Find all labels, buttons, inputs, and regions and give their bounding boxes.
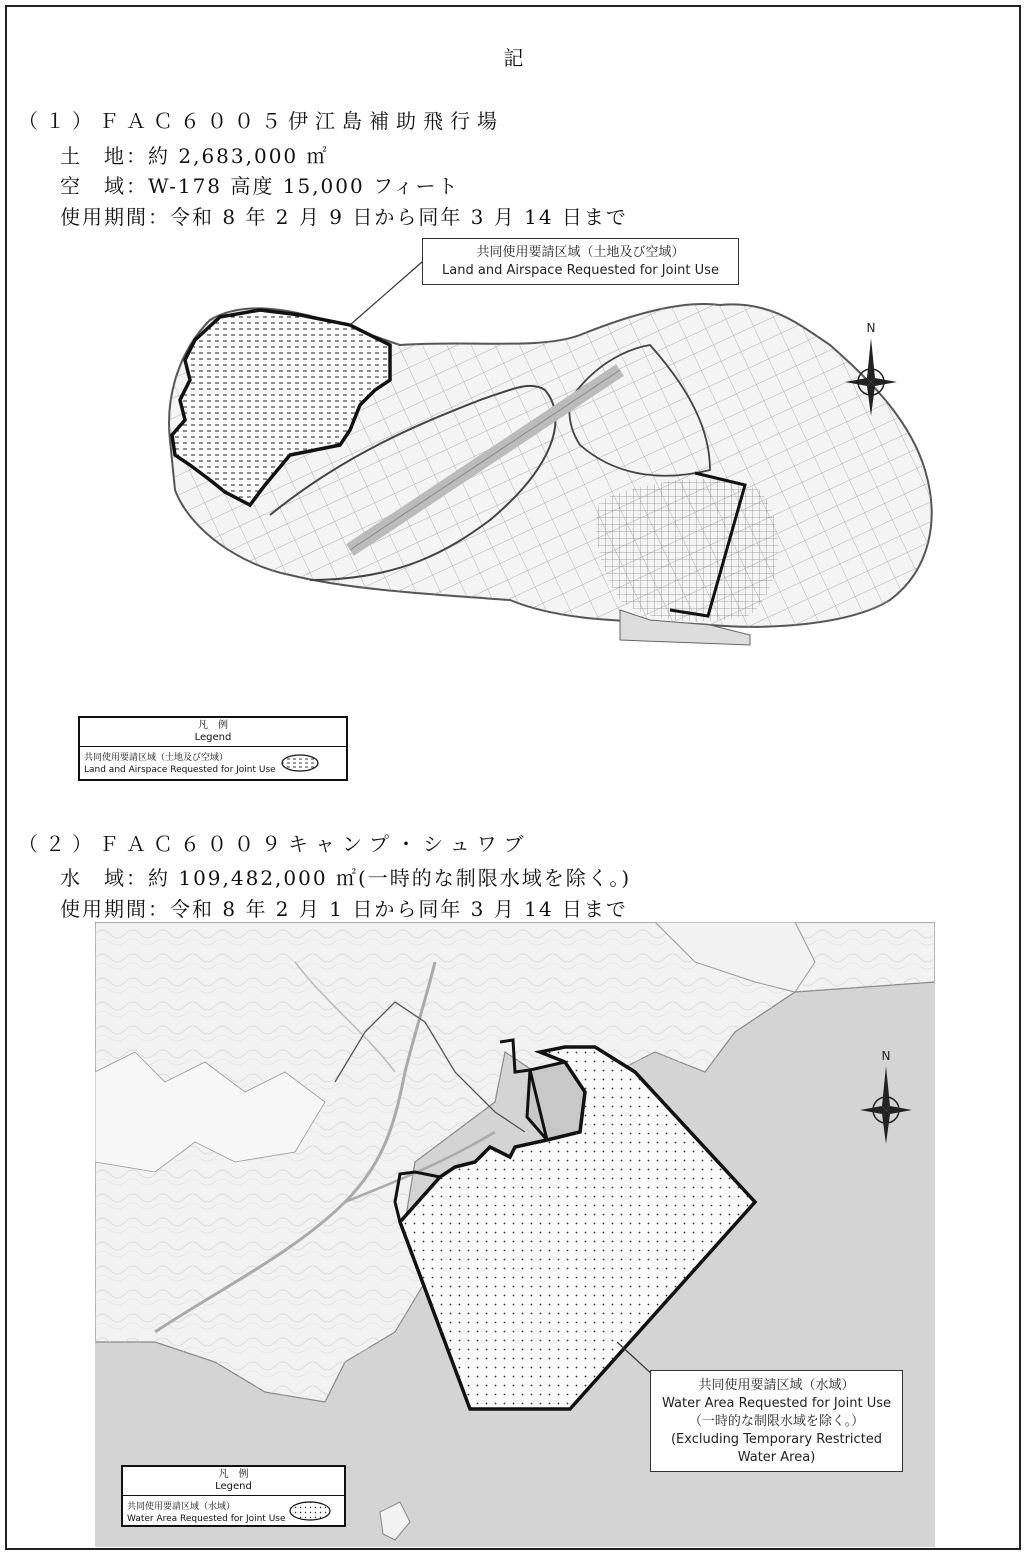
callout-land-airspace [422, 238, 739, 285]
legend-item-en: Water Area Requested for Joint Use [127, 1514, 286, 1524]
section2-water-area: 水 域：約 109,482,000 ㎡(一時的な制限水域を除く。) [60, 866, 632, 890]
callout-water-area [650, 1370, 903, 1472]
section1-title: （１）ＦＡＣ６００５伊江島補助飛行場 [18, 109, 504, 133]
callout-ja-note: （一時的な制限水域を除く。） [688, 1414, 865, 1429]
north-label: N [881, 1049, 891, 1063]
legend-item-ja: 共同使用要請区域（土地及び空域） [84, 753, 229, 763]
callout-en-note: (Excluding Temporary Restricted [670, 1432, 883, 1447]
north-arrow-icon [843, 320, 899, 420]
document-heading: 記 [503, 46, 526, 70]
legend-title-ja: 凡 例 [198, 720, 228, 731]
north-label: N [866, 321, 876, 335]
callout-en-note-2: Water Area) [737, 1450, 816, 1465]
legend-dot-symbol [288, 1500, 332, 1522]
section1-airspace: 空 域：W-178 高度 15,000 フィート [60, 174, 460, 198]
section2-title: （２）ＦＡＣ６００９キャンプ・シュワブ [18, 832, 531, 856]
callout-ja: 共同使用要請区域（水域） [698, 1378, 855, 1393]
callout-ja: 共同使用要請区域（土地及び空域） [476, 245, 685, 260]
callout-en: Water Area Requested for Joint Use [662, 1396, 891, 1411]
section2-period: 使用期間：令和 8 年 2 月 1 日から同年 3 月 14 日まで [60, 897, 628, 921]
section1-land-area: 土 地：約 2,683,000 ㎡ [60, 144, 329, 168]
legend-item-en: Land and Airspace Requested for Joint Use [84, 765, 276, 775]
legend-section2 [121, 1465, 346, 1527]
legend-item-ja: 共同使用要請区域（水域） [127, 1502, 236, 1512]
ie-island-map [150, 230, 950, 690]
legend-hatch-symbol [280, 753, 320, 773]
legend-title-ja: 凡 例 [218, 1469, 249, 1480]
section1-period: 使用期間：令和 8 年 2 月 9 日から同年 3 月 14 日まで [60, 205, 628, 229]
legend-title-en: Legend [215, 1481, 252, 1492]
north-arrow-icon [858, 1048, 914, 1148]
legend-title-en: Legend [194, 732, 232, 743]
legend-section1 [78, 716, 348, 781]
callout-en: Land and Airspace Requested for Joint Use [442, 263, 719, 278]
